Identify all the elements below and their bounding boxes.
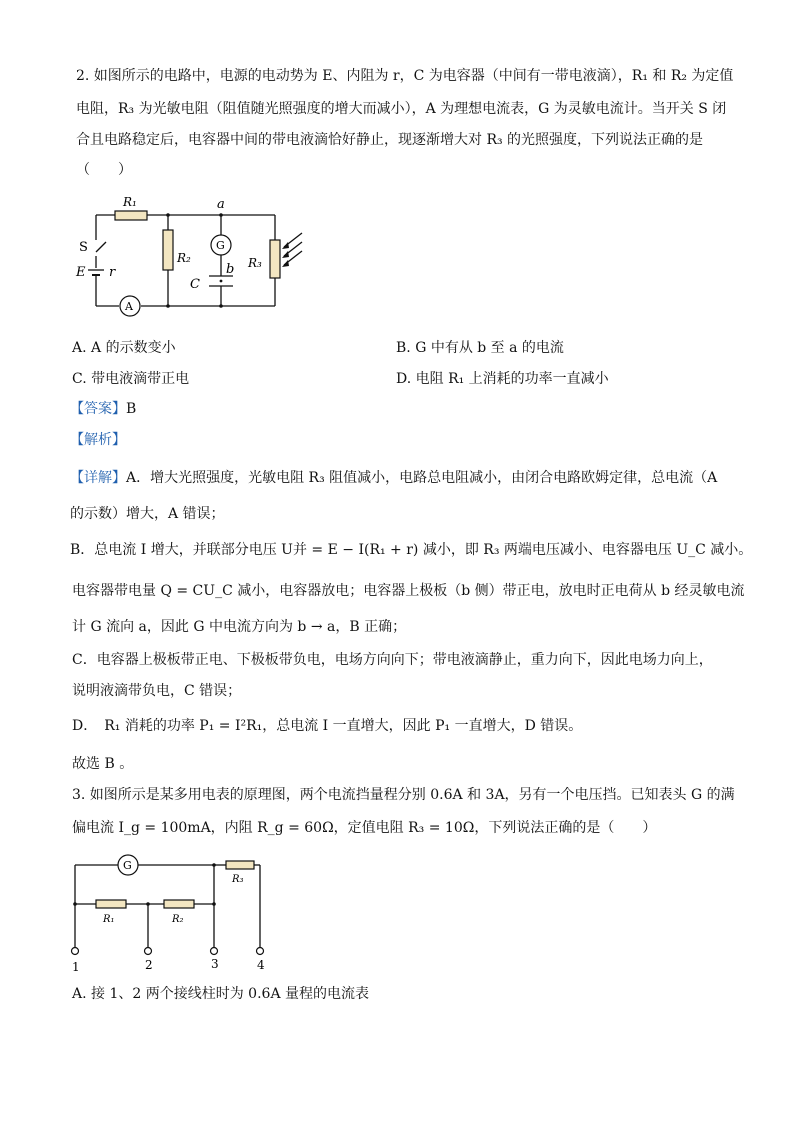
detail-line-6: C．电容器上极板带正电、下极板带负电，电场方向向下；带电液滴静止，重力向下，因此电场力向上， — [72, 652, 713, 668]
r1-resistor — [96, 900, 126, 908]
r1-resistor — [115, 211, 147, 220]
label-r: r — [109, 265, 116, 280]
q2-circuit-diagram — [70, 190, 310, 325]
q2-option-d: D. 电阻 R₁ 上消耗的功率一直减小 — [396, 371, 609, 387]
label-r1: R₁ — [103, 914, 115, 925]
label-g: G — [123, 859, 132, 872]
label-r3: R₃ — [248, 256, 262, 270]
q3-line-2: 偏电流 I_g = 100mA，内阻 R_g = 60Ω，定值电阻 R₃ = 10Ω，下列说法正确的是（ ） — [72, 820, 657, 836]
detail-line-7: 说明液滴带负电，C 错误； — [72, 683, 242, 699]
answer-value: B — [126, 401, 137, 417]
label-t2: 2 — [145, 958, 153, 972]
r3-resistor — [226, 861, 254, 869]
detail-text-1: A．增大光照强度，光敏电阻 R₃ 阻值减小，电路总电阻减小，由闭合电路欧姆定律，总电流（A — [126, 470, 718, 486]
q2-line-2: 电阻，R₃ 为光敏电阻（阻值随光照强度的增大而减小），A 为理想电流表，G 为灵敏电流计。当开关 S 闭 — [76, 101, 727, 117]
detail-label: 【详解】 — [70, 470, 126, 486]
analysis-label: 【解析】 — [70, 432, 126, 448]
terminal-1 — [72, 948, 79, 955]
q2-answer — [70, 399, 136, 419]
label-e: E — [76, 265, 86, 280]
label-c: C — [190, 277, 200, 292]
detail-line-4: 电容器带电量 Q = CU_C 减小，电容器放电；电容器上极板（b 侧）带正电，放电时正电荷从 b 经灵敏电流 — [72, 583, 745, 599]
detail-line-2: 的示数）增大，A 错误； — [70, 506, 225, 522]
detail-line-9: 故选 B 。 — [72, 756, 134, 772]
label-r1: R₁ — [123, 195, 137, 209]
q2-line-1: 2. 如图所示的电路中，电源的电动势为 E、内阻为 r，C 为电容器（中间有一带电液滴），R₁ 和 R₂ 为定值 — [76, 68, 734, 84]
label-r2: R₂ — [177, 251, 191, 265]
terminal-3 — [211, 948, 218, 955]
terminal-2 — [145, 948, 152, 955]
q2-option-b: B. G 中有从 b 至 a 的电流 — [396, 340, 564, 356]
r2-resistor — [164, 900, 194, 908]
q2-option-c: C. 带电液滴带正电 — [72, 371, 190, 387]
label-r2: R₂ — [172, 914, 184, 925]
q3-option-a: A. 接 1、2 两个接线柱时为 0.6A 量程的电流表 — [72, 986, 370, 1002]
q2-line-3: 合且电路稳定后，电容器中间的带电液滴恰好静止，现逐渐增大对 R₃ 的光照强度，下列说法正确的是 — [76, 132, 704, 148]
label-b-node: b — [226, 262, 235, 277]
r2-resistor — [163, 230, 173, 270]
label-r3: R₃ — [232, 874, 244, 885]
detail-line-8: D． R₁ 消耗的功率 P₁ = I²R₁，总电流 I 一直增大，因此 P₁ 一直增大，D 错误。 — [72, 718, 583, 734]
detail-line-3: B．总电流 I 增大，并联部分电压 U并 = E − I(R₁ + r) 减小，即 R₃ 两端电压减小、电容器电压 U_C 减小。 — [70, 542, 753, 558]
q2-option-a: A. A 的示数变小 — [72, 340, 176, 356]
label-t1: 1 — [72, 960, 80, 974]
label-t4: 4 — [257, 958, 265, 972]
label-s: S — [79, 240, 88, 255]
label-t3: 3 — [211, 957, 219, 971]
detail-line-1 — [70, 468, 717, 488]
answer-label: 【答案】 — [70, 401, 126, 417]
label-a-node: a — [217, 197, 225, 212]
q3-line-1: 3. 如图所示是某多用电表的原理图，两个电流挡量程分别 0.6A 和 3A，另有一个电压挡。已知表头 G 的满 — [72, 787, 735, 803]
q3-circuit-diagram — [66, 850, 276, 975]
detail-line-5: 计 G 流向 a，因此 G 中电流方向为 b → a，B 正确； — [72, 619, 407, 635]
q2-line-4: （ ） — [76, 162, 132, 178]
label-a-meter: A — [125, 300, 133, 313]
r3-photoresistor — [270, 240, 280, 278]
label-g-meter: G — [216, 239, 225, 252]
terminal-4 — [257, 948, 264, 955]
